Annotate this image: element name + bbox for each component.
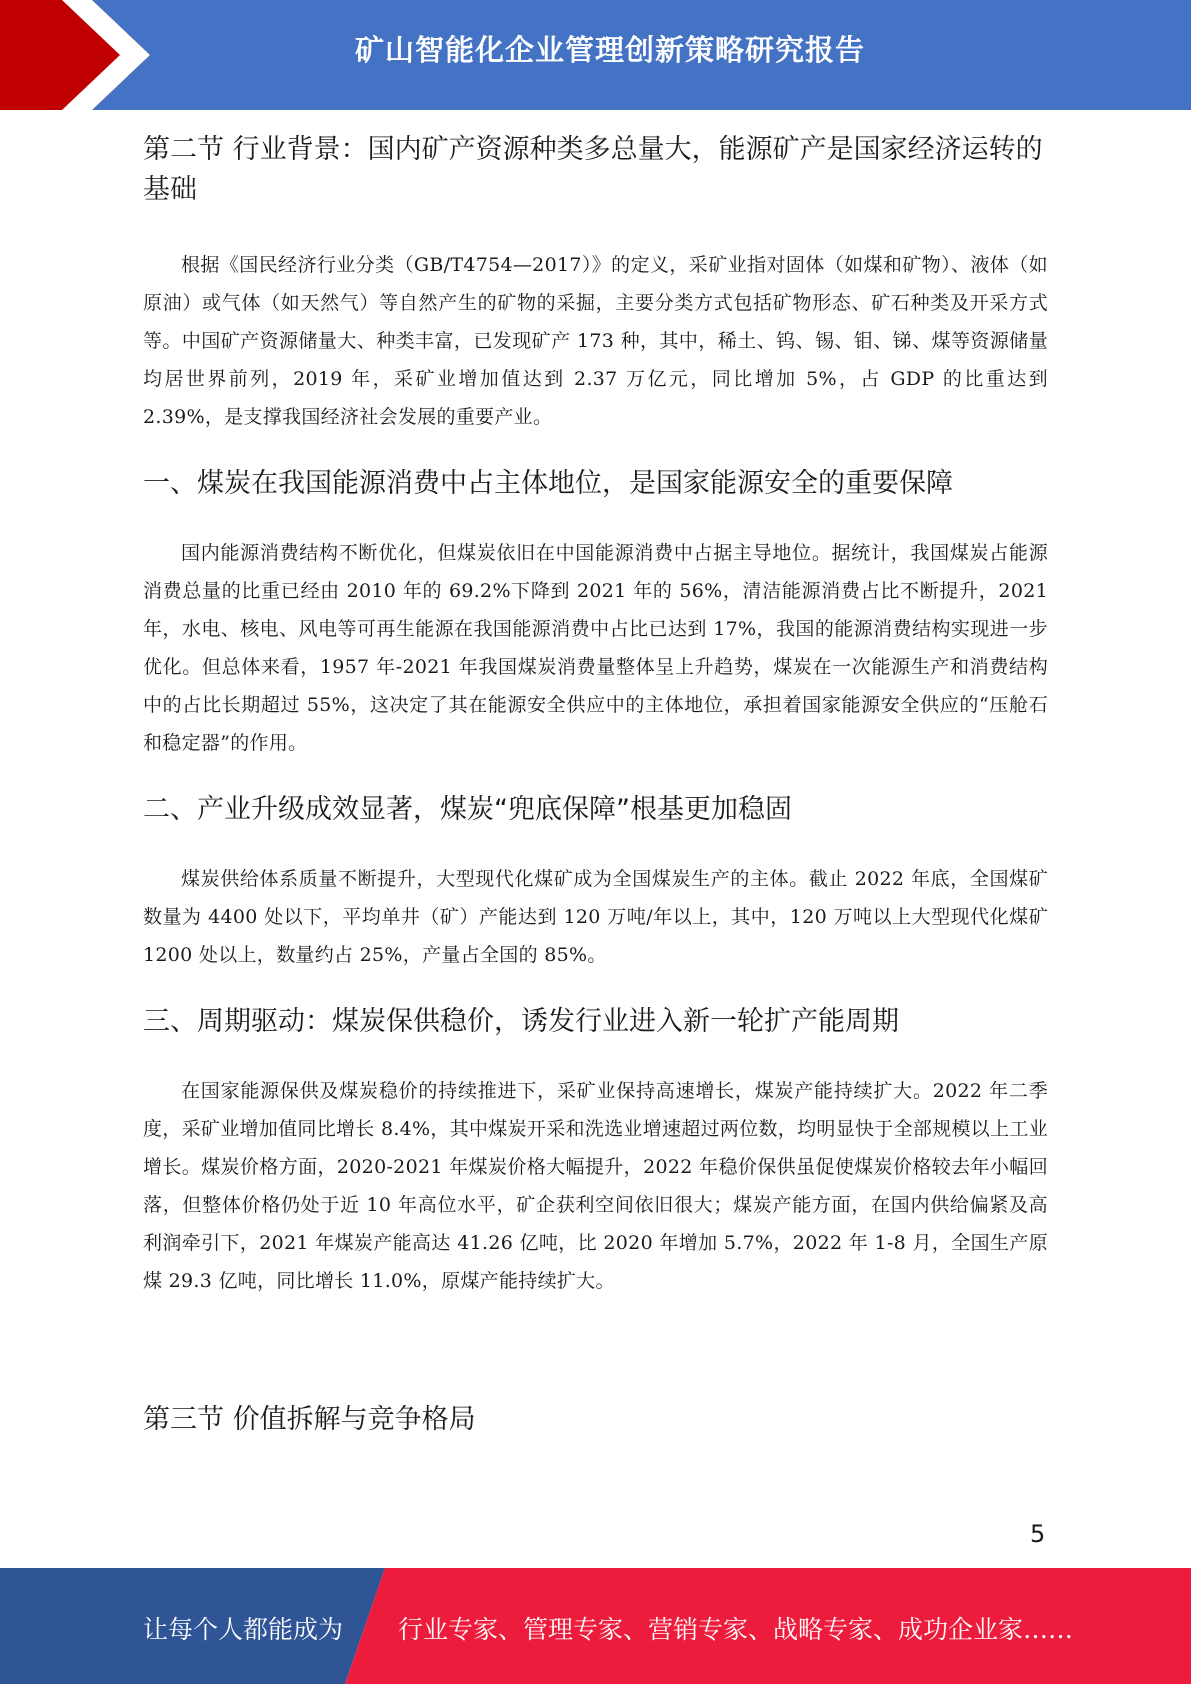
paragraph-mining-definition: 根据《国民经济行业分类（GB/T4754—2017）》的定义，采矿业指对固体（如煤和矿物）、液体（如原油）或气体（如天然气）等自然产生的矿物的采掘，主要分类方式包括矿物形态、矿石种类及开采方式等。中国矿产资源储量大、种类丰富，已发现矿产 173 种，其中，稀土、钨、锡、钼、锑、煤等资源储量均居世界前列，2019 年，采矿业增加值达到 2.37 万亿元，同比增加 5%，占 GDP 的比重达到 2.39%，是支撑我国经济社会发展的重要产业。 [143,254,1048,428]
footer-slogan-left: 让每个人都能成为 [143,1615,344,1644]
page-footer [0,1568,1191,1684]
document-body [143,120,1048,1440]
page-number: 5 [1030,1520,1046,1548]
paragraph-coal-supply: 煤炭供给体系质量不断提升，大型现代化煤矿成为全国煤炭生产的主体。截止 2022 年底，全国煤矿数量为 4400 处以下，平均单井（矿）产能达到 120 万吨/年以上，其中，120 万吨以上大型现代化煤矿 1200 处以上，数量约占 25%，产量占全国的 85%。 [143,868,1048,966]
subheading-industry-upgrade: 二、产业升级成效显著，煤炭“兜底保障”根基更加稳固 [143,794,792,825]
paragraph-capacity-expansion: 在国家能源保供及煤炭稳价的持续推进下，采矿业保持高速增长，煤炭产能持续扩大。2022 年二季度，采矿业增加值同比增长 8.4%，其中煤炭开采和洗选业增速超过两位数，均明显快于全部规模以上工业增长。煤炭价格方面，2020-2021 年煤炭价格大幅提升，2022 年稳价保供虽促使煤炭价格较去年小幅回落，但整体价格仍处于近 10 年高位水平，矿企获利空间依旧很大；煤炭产能方面，在国内供给偏紧及高利润牵引下，2021 年煤炭产能高达 41.26 亿吨，比 2020 年增加 5.7%，2022 年 1-8 月，全国生产原煤 29.3 亿吨，同比增长 11.0%，原煤产能持续扩大。 [143,1080,1049,1292]
report-title: 矿山智能化企业管理创新策略研究报告 [354,33,865,67]
section-heading-industry-background: 第二节 行业背景：国内矿产资源种类多总量大，能源矿产是国家经济运转的基础 [143,134,1043,205]
subheading-cycle-driven: 三、周期驱动：煤炭保供稳价，诱发行业进入新一轮扩产能周期 [143,1006,899,1037]
section-heading-value-competition: 第三节 价值拆解与竞争格局 [143,1404,476,1435]
footer-slogan-right: 行业专家、管理专家、营销专家、战略专家、成功企业家…… [398,1615,1074,1644]
paragraph-energy-consumption: 国内能源消费结构不断优化，但煤炭依旧在中国能源消费中占据主导地位。据统计，我国煤炭占能源消费总量的比重已经由 2010 年的 69.2%下降到 2021 年的 56%，清洁能源消费占比不断提升，2021 年，水电、核电、风电等可再生能源在我国能源消费中占比已达到 17%，我国的能源消费结构实现进一步优化。但总体来看，1957 年-2021 年我国煤炭消费量整体呈上升趋势，煤炭在一次能源生产和消费结构中的占比长期超过 55%，这决定了其在能源安全供应中的主体地位，承担着国家能源安全供应的“压舱石和稳定器”的作用。 [143,542,1048,754]
subheading-coal-energy-security: 一、煤炭在我国能源消费中占主体地位，是国家能源安全的重要保障 [143,468,953,499]
page-header [0,0,1191,110]
chevron-decoration-icon [0,0,180,110]
